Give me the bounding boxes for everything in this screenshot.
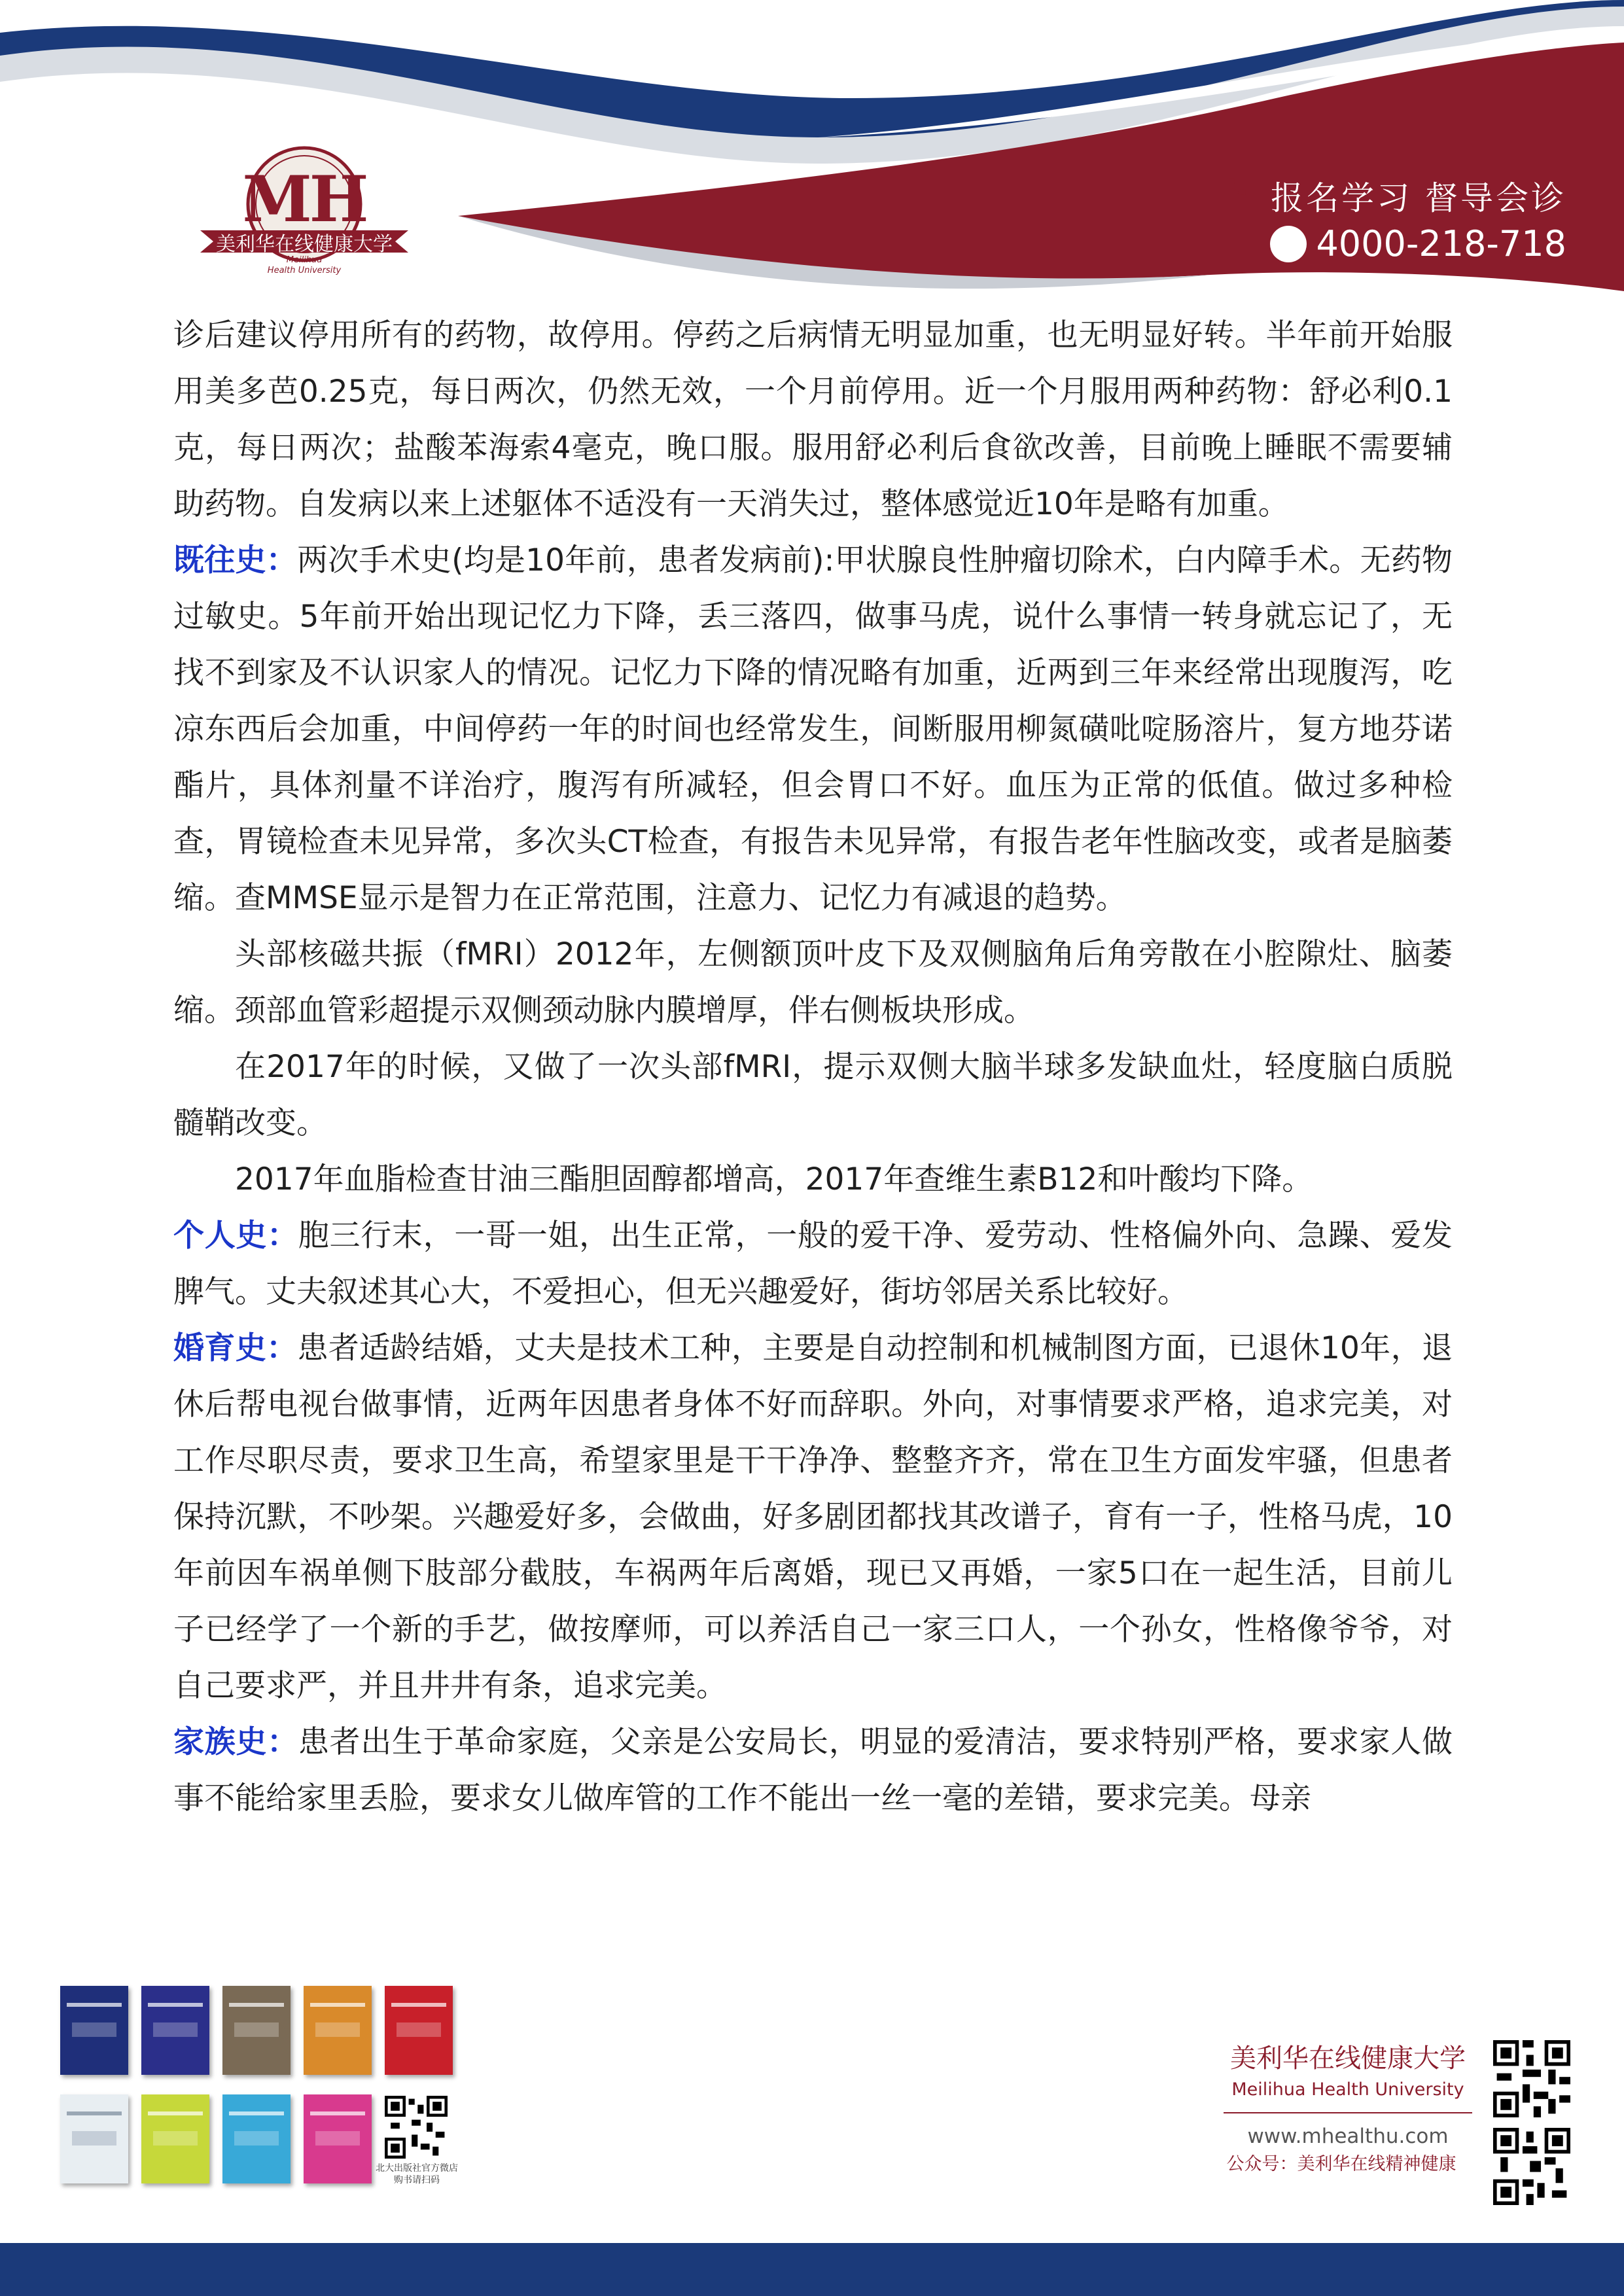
book-cover[interactable] bbox=[222, 1986, 291, 2075]
logo-ribbon-text: 美利华在线健康大学 bbox=[216, 233, 393, 256]
personal-history-title: 个人史： bbox=[173, 1218, 298, 1254]
book-cover[interactable] bbox=[60, 2094, 128, 2183]
logo-english-name bbox=[196, 255, 412, 276]
phone-icon-glyph bbox=[1226, 175, 1248, 198]
footer-brand bbox=[1217, 2040, 1479, 2178]
personal-history-text: 胞三行末，一哥一姐，出生正常，一般的爱干净、爱劳动、性格偏外向、急躁、爱发脾气。丈夫叙述其心大，不爱担心，但无兴趣爱好，街坊邻居关系比较好。 bbox=[173, 1218, 1453, 1310]
hotline-block bbox=[1226, 175, 1566, 267]
logo-english-line2: Health University bbox=[267, 266, 342, 275]
phone-number: 4000-218-718 bbox=[1316, 223, 1566, 264]
past-history-text: 两次手术史(均是10年前，患者发病前):甲状腺良性肿瘤切除术，白内障手术。无药物过敏史。5年前开始出现记忆力下降，丢三落四，做事马虎，说什么事情一转身就忘记了，无找不到家及不认识家人的情况。记忆力下降的情况略有加重，近两到三年来经常出现腹泻，吃凉东西后会加重，中间停药一年的时间也经常发生，间断服用柳氮磺吡啶肠溶片，复方地芬诺酯片，具体剂量不详治疗，腹泻有所减轻，但会胃口不好。血压为正常的低值。做过多种检查，胃镜检查未见异常，多次头CT检查，有报告未见异常，有报告老年性脑改变，或者是脑萎缩。查MMSE显示是智力在正常范围，注意力、记忆力有减退的趋势。 bbox=[173, 542, 1453, 916]
footer-bar bbox=[0, 2243, 1624, 2296]
book-covers bbox=[60, 1986, 466, 2195]
book-cover[interactable] bbox=[304, 2094, 372, 2183]
book-cover[interactable] bbox=[222, 2094, 291, 2183]
phone-icon bbox=[1270, 226, 1307, 262]
university-logo bbox=[196, 144, 412, 281]
store-qr-code[interactable] bbox=[385, 2096, 448, 2159]
lab-results-paragraph: 2017年血脂检查甘油三酯胆固醇都增高，2017年查维生素B12和叶酸均下降。 bbox=[235, 1161, 1313, 1197]
marriage-history-paragraph bbox=[173, 1320, 1453, 1714]
book-cover[interactable] bbox=[141, 2094, 209, 2183]
book-cover[interactable] bbox=[60, 1986, 128, 2075]
store-qr-caption-line1: 北大出版社官方微店 bbox=[376, 2163, 458, 2174]
website-link[interactable]: www.mhealthu.com bbox=[1247, 2125, 1449, 2148]
hotline-phone[interactable] bbox=[1226, 221, 1566, 267]
book-cover[interactable] bbox=[304, 1986, 372, 2075]
medication-history-paragraph: 诊后建议停用所有的药物，故停用。停药之后病情无明显加重，也无明显好转。半年前开始服用美多芭0.25克，每日两次，仍然无效，一个月前停用。近一个月服用两种药物：舒必利0.1克，每日两次；盐酸苯海索4毫克，晚口服。服用舒必利后食欲改善，目前晚上睡眠不需要辅助药物。自发病以来上述躯体不适没有一天消失过，整体感觉近10年是略有加重。 bbox=[173, 317, 1453, 522]
footer-divider bbox=[1224, 2112, 1472, 2113]
wechat-account: 公众号：美利华在线精神健康 bbox=[1226, 2154, 1456, 2174]
past-history-paragraph bbox=[173, 533, 1453, 927]
store-qr-caption-line2: 购书请扫码 bbox=[394, 2175, 440, 2185]
past-history-title: 既往史： bbox=[173, 542, 297, 578]
footer-brand-name: 美利华在线健康大学 bbox=[1230, 2043, 1466, 2074]
store-qr-caption bbox=[368, 2163, 466, 2186]
footer-brand-english: Meilihua Health University bbox=[1231, 2079, 1464, 2100]
marriage-history-text: 患者适龄结婚，丈夫是技术工种，主要是自动控制和机械制图方面，已退休10年，退休后帮电视台做事情，近两年因患者身体不好而辞职。外向，对事情要求严格，追求完美，对工作尽职尽责，要求卫生高，希望家里是干干净净、整整齐齐，常在卫生方面发牢骚，但患者保持沉默，不吵架。兴趣爱好多，会做曲，好多剧团都找其改谱子，育有一子，性格马虎，10年前因车祸单侧下肢部分截肢，车祸两年后离婚，现已又再婚，一家5口在一起生活，目前儿子已经学了一个新的手艺，做按摩师，可以养活自己一家三口人，一个孙女，性格像爷爷，对自己要求严，并且井井有条，追求完美。 bbox=[173, 1330, 1453, 1704]
logo-english-line1: Meilihua bbox=[286, 255, 323, 265]
book-cover[interactable] bbox=[385, 1986, 453, 2075]
family-history-paragraph bbox=[173, 1714, 1453, 1827]
case-content bbox=[173, 308, 1453, 1827]
book-cover[interactable] bbox=[141, 1986, 209, 2075]
family-history-text: 患者出生于革命家庭，父亲是公安局长，明显的爱清洁，要求特别严格，要求家人做事不能给家里丢脸，要求女儿做库管的工作不能出一丝一毫的差错，要求完美。母亲 bbox=[173, 1724, 1453, 1816]
personal-history-paragraph bbox=[173, 1208, 1453, 1320]
family-history-title: 家族史： bbox=[173, 1724, 298, 1760]
header-tagline: 报名学习 督导会诊 bbox=[1271, 179, 1566, 217]
mri-2017-paragraph: 在2017年的时候，又做了一次头部fMRI，提示双侧大脑半球多发缺血灶，轻度脑白质脱髓鞘改变。 bbox=[173, 1049, 1453, 1141]
mri-2012-paragraph: 头部核磁共振（fMRI）2012年，左侧额顶叶皮下及双侧脑角后角旁散在小腔隙灶、脑萎缩。颈部血管彩超提示双侧颈动脉内膜增厚，伴右侧板块形成。 bbox=[173, 936, 1453, 1029]
logo-monogram: MH bbox=[242, 162, 366, 236]
website-qr-code[interactable] bbox=[1493, 2040, 1570, 2117]
page-header bbox=[0, 0, 1624, 308]
wechat-qr-code[interactable] bbox=[1493, 2128, 1570, 2205]
marriage-history-title: 婚育史： bbox=[173, 1330, 298, 1366]
